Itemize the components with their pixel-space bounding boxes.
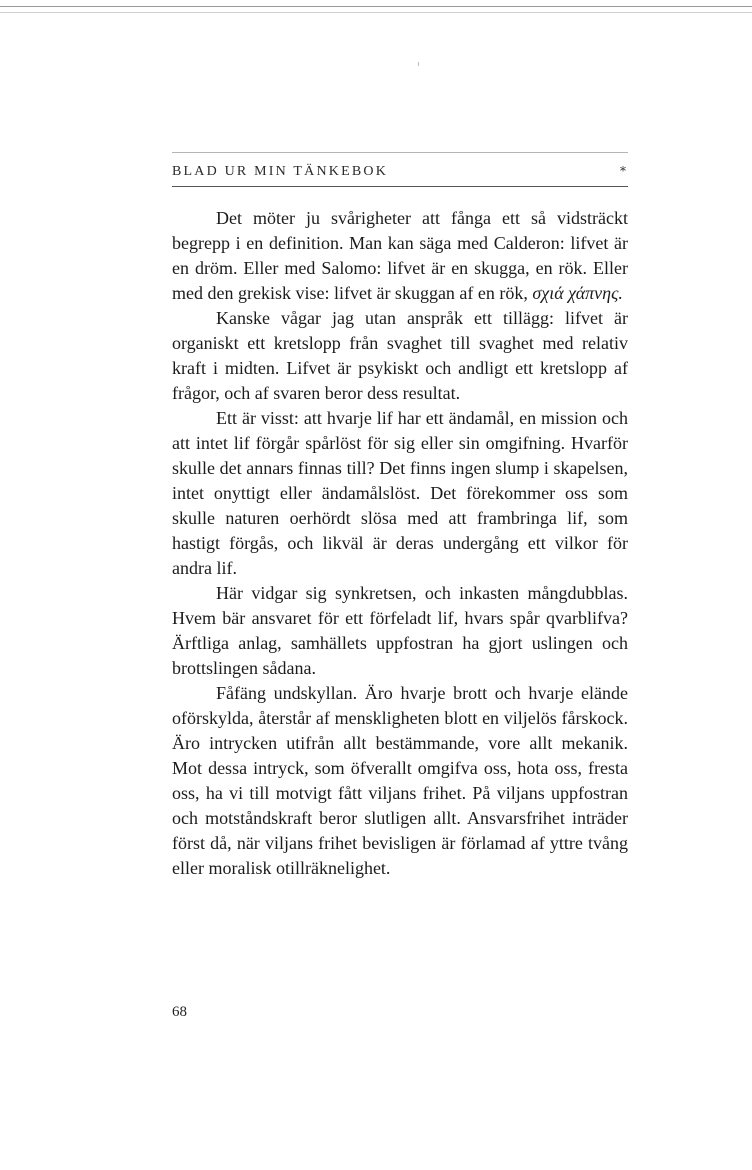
running-header — [172, 160, 628, 186]
paragraph-4: Här vidgar sig synkretsen, och inkasten mångdubblas. Hvem bär ansvaret för ett förfeladt lif, hvars spår qvarblifva? Ärftliga anlag, samhällets uppfostran ha gjort uslingen och brottslingen sådana. — [172, 583, 628, 678]
paper-speck — [418, 62, 419, 66]
paragraph-1-text: Det möter ju svårigheter att fånga ett så vidsträckt begrepp i en definition. Man kan säga med Calderon: lifvet är en dröm. Eller med Salomo: lifvet är en skugga, en rök. Eller med den grekisk vise: lifvet är skuggan af en rök, — [172, 208, 628, 303]
page-number: 68 — [172, 1004, 187, 1020]
header-rule-top — [172, 152, 628, 153]
header-rule-bottom — [172, 186, 628, 187]
paragraph-3: Ett är visst: att hvarje lif har ett ändamål, en mission och att intet lif förgår spårlöst för sig eller sin omgifning. Hvarför skulle det annars finnas till? Det finns ingen slump i skapelsen, intet onyttigt eller ändamålslöst. Det förekommer oss som skulle naturen oerhördt slösa med att frambringa lif, som hastigt förgås, och likväl är deras undergång ett vilkor för andra lif. — [172, 408, 628, 578]
scan-edge-line — [0, 6, 752, 7]
asterisk-ornament-icon: * — [620, 164, 626, 178]
paragraph-1 — [172, 206, 628, 306]
body-text — [172, 206, 628, 881]
paragraph-2: Kanske vågar jag utan anspråk ett tillägg: lifvet är organiskt ett kretslopp från svaghet till svaghet med relativ kraft i midten. Lifvet är psykiskt och andligt ett kretslopp af frågor, och af svaren beror dess resultat. — [172, 308, 628, 403]
running-title: BLAD UR MIN TÄNKEBOK — [172, 164, 389, 179]
greek-phrase: σχιά χάπνης. — [532, 283, 623, 303]
scan-edge-line-faint — [0, 12, 752, 13]
paragraph-5: Fåfäng undskyllan. Äro hvarje brott och hvarje elände oförskylda, återstår af menskligheten blott en viljelös fårskock. Äro intrycken utifrån allt bestämmande, vore allt mekanik. Mot dessa intryck, som öfverallt omgifva oss, hota oss, fresta oss, ha vi till motvigt fått viljans frihet. På viljans uppfostran och motståndskraft beror slutligen allt. Ansvarsfrihet inträder först då, när viljans frihet bevisligen är förlamad af yttre tvång eller moralisk otillräknelighet. — [172, 683, 628, 878]
